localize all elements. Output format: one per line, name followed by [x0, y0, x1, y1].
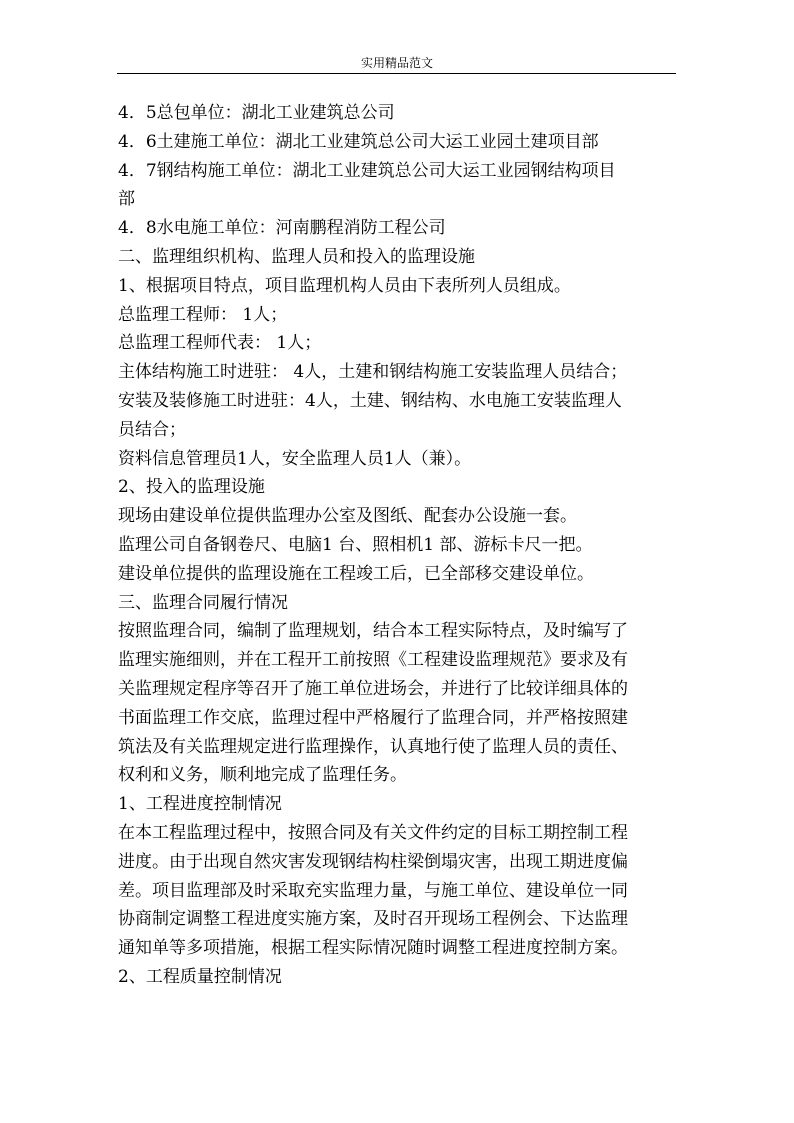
page-header-title: 实用精品范文 — [360, 56, 433, 70]
text-line: 总监理工程师： 1人； — [118, 304, 288, 325]
text-line: 员结合； — [118, 419, 186, 440]
text-line: 权利和义务，顺利地完成了监理任务。 — [118, 765, 407, 786]
text-line: 关监理规定程序等召开了施工单位进场会，并进行了比较详细具体的 — [118, 678, 628, 699]
header-divider — [117, 73, 676, 74]
text-line: 协商制定调整工程进度实施方案，及时召开现场工程例会、下达监理 — [118, 909, 628, 930]
text-line: 在本工程监理过程中，按照合同及有关文件约定的目标工期控制工程 — [118, 822, 628, 843]
text-line: 建设单位提供的监理设施在工程竣工后，已全部移交建设单位。 — [118, 563, 594, 584]
section-heading: 三、监理合同履行情况 — [118, 592, 288, 613]
subsection-heading: 2、投入的监理设施 — [118, 477, 265, 498]
text-line: 主体结构施工时进驻： 4人，土建和钢结构施工安装监理人员结合； — [118, 362, 628, 383]
text-line: 4．7钢结构施工单位：湖北工业建筑总公司大运工业园钢结构项目 — [118, 160, 616, 181]
text-line: 差。项目监理部及时采取充实监理力量，与施工单位、建设单位一同 — [118, 880, 628, 901]
text-line: 总监理工程师代表： 1人； — [118, 333, 322, 354]
text-line: 书面监理工作交底，监理过程中严格履行了监理合同，并严格按照建 — [118, 707, 628, 728]
text-line: 部 — [118, 189, 135, 210]
text-line: 4．8水电施工单位：河南鹏程消防工程公司 — [118, 218, 446, 239]
text-line: 资料信息管理员1人，安全监理人员1人（兼）。 — [118, 448, 472, 469]
text-line: 筑法及有关监理规定进行监理操作，认真地行使了监理人员的责任、 — [118, 736, 628, 757]
document-body — [118, 99, 678, 992]
text-line: 监理公司自备钢卷尺、电脑1 台、照相机1 部、游标卡尺一把。 — [118, 534, 593, 555]
text-line: 4．6土建施工单位：湖北工业建筑总公司大运工业园土建项目部 — [118, 131, 599, 152]
text-line: 4．5总包单位：湖北工业建筑总公司 — [118, 103, 395, 123]
text-line: 通知单等多项措施，根据工程实际情况随时调整工程进度控制方案。 — [118, 938, 628, 959]
text-line: 监理实施细则，并在工程开工前按照《工程建设监理规范》要求及有 — [118, 650, 628, 671]
text-line: 按照监理合同，编制了监理规划，结合本工程实际特点，及时编写了 — [118, 621, 628, 642]
text-line: 现场由建设单位提供监理办公室及图纸、配套办公设施一套。 — [118, 506, 577, 527]
subsection-heading: 2、工程质量控制情况 — [118, 966, 282, 987]
text-line: 安装及装修施工时进驻：4人，土建、钢结构、水电施工安装监理人 — [118, 390, 622, 411]
subsection-heading: 1、工程进度控制情况 — [118, 794, 282, 815]
text-line: 进度。由于出现自然灾害发现钢结构柱梁倒塌灾害，出现工期进度偏 — [118, 851, 628, 872]
section-heading: 二、监理组织机构、监理人员和投入的监理设施 — [118, 246, 475, 267]
text-line: 1、根据项目特点，项目监理机构人员由下表所列人员组成。 — [118, 275, 571, 296]
